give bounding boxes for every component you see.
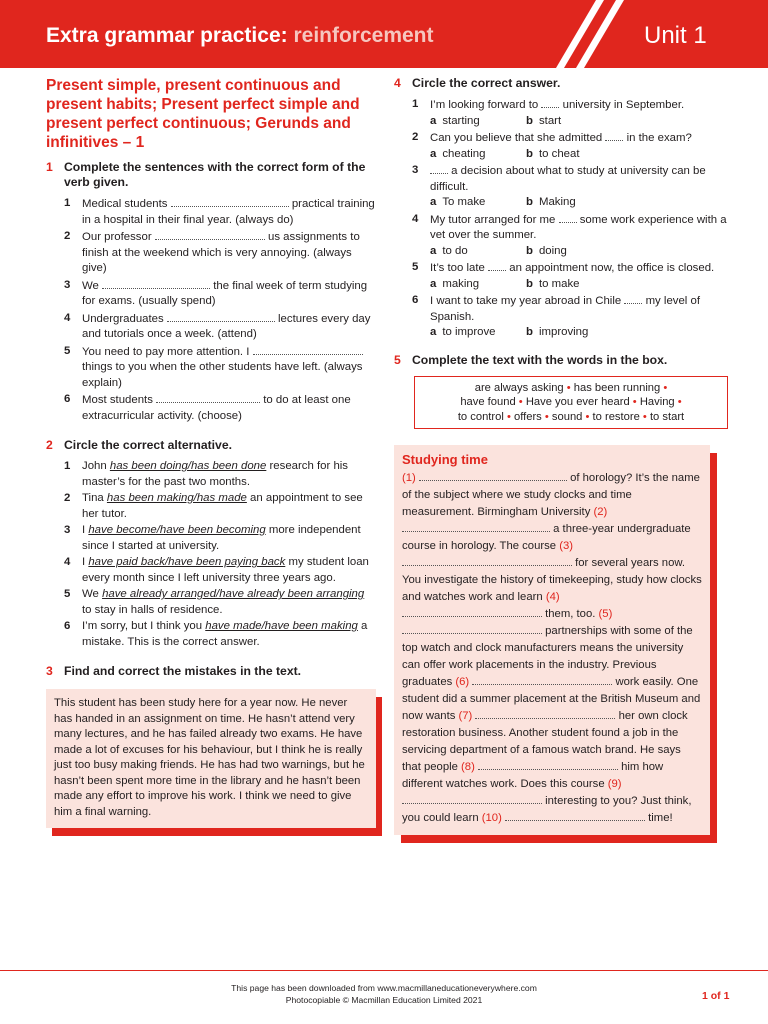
item-text-after: to do at least one extracurricular activity. (choose) — [82, 394, 351, 422]
exercise-5 — [394, 353, 728, 836]
option-a[interactable]: a making — [430, 277, 480, 290]
exercise-4-instruction — [394, 76, 728, 91]
answer-gap[interactable] — [402, 623, 542, 634]
list-item — [46, 523, 376, 554]
item-text-after: things to you when the other students have left. (always explain) — [82, 361, 363, 389]
page-title — [46, 24, 434, 48]
item-number: 2 — [412, 131, 419, 143]
item-text-before: I — [82, 556, 86, 568]
item-text — [430, 212, 728, 260]
option-a[interactable]: a to improve — [430, 326, 496, 338]
option-b-text: doing — [538, 244, 567, 257]
text-segment: for several years now. You investigate the history of timekeeping, study how clocks and watches work and learn — [402, 557, 702, 603]
unit-label: Unit 1 — [644, 22, 707, 49]
exercise-4 — [394, 76, 728, 341]
page-number: 1 of 1 — [702, 990, 730, 1002]
word-option: to start — [649, 410, 685, 423]
gap-number: (1) — [402, 472, 416, 484]
item-number: 6 — [64, 620, 71, 632]
option-a[interactable]: a To make — [430, 196, 486, 208]
option-a[interactable]: a to do — [430, 244, 468, 257]
item-text — [82, 587, 376, 618]
answer-gap[interactable] — [155, 229, 265, 240]
alternative-choice[interactable]: have made/have been making — [205, 620, 358, 632]
option-a-text: to improve — [442, 326, 496, 338]
gap-number: (3) — [559, 540, 574, 552]
item-text-before: Most students — [82, 394, 153, 406]
list-item — [394, 212, 728, 260]
item-text — [82, 491, 376, 522]
list-item — [46, 587, 376, 618]
item-text-before: Medical students — [82, 198, 168, 210]
option-b-text: to make — [538, 277, 580, 290]
answer-gap[interactable] — [102, 278, 210, 289]
option-a-text: cheating — [442, 147, 486, 160]
studying-time-text — [394, 445, 710, 835]
list-item — [46, 555, 376, 586]
exercise-1-instruction — [46, 160, 376, 190]
list-item — [46, 196, 376, 228]
word-option: to restore — [592, 410, 640, 423]
text-segment: her own clock restoration business. Another student found a job in the servicing department of a famous watch brand. He says that people — [402, 710, 688, 773]
list-item — [46, 392, 376, 424]
item-text-after: the final week of term studying for exams. (usually spend) — [82, 279, 368, 307]
text-segment: time! — [648, 812, 673, 824]
item-text-after: more independent since I started at university. — [82, 524, 361, 552]
answer-gap[interactable] — [478, 759, 618, 770]
option-b[interactable]: b to make — [526, 277, 580, 290]
item-text — [82, 196, 376, 228]
list-item — [46, 491, 376, 522]
word-option: are always asking — [474, 381, 564, 394]
answer-gap[interactable] — [488, 260, 506, 271]
item-number: 6 — [412, 294, 419, 306]
exercise-2-instruction — [46, 438, 376, 453]
option-a-text: making — [442, 277, 480, 290]
answer-gap[interactable] — [505, 810, 645, 821]
list-item — [46, 344, 376, 392]
item-text-after: an appointment to see her tutor. — [82, 492, 363, 520]
text-segment: them, too. — [545, 608, 596, 620]
item-text-before: My tutor arranged for me — [430, 213, 556, 226]
list-item — [394, 97, 728, 129]
list-item — [46, 619, 376, 650]
footer-copyright: Photocopiable © Macmillan Education Limited 2021 — [285, 995, 483, 1005]
item-number: 4 — [64, 311, 71, 324]
item-text-before: John — [82, 460, 107, 472]
text-segment: a three-year undergraduate course in horology. The course — [402, 523, 691, 552]
exercise-1 — [46, 160, 376, 424]
item-text — [430, 130, 728, 162]
option-b-text: start — [538, 114, 562, 127]
item-number: 6 — [64, 393, 71, 405]
alternative-choice[interactable]: have already arranged/have already been arranging — [102, 588, 365, 600]
item-text — [82, 619, 376, 650]
answer-options — [430, 195, 728, 211]
item-text-after: research for his master’s for the past two months. — [82, 460, 348, 488]
option-a-text: starting — [442, 114, 480, 127]
answer-gap[interactable] — [402, 521, 550, 532]
text-segment: interesting to you? Just think, you could learn — [402, 795, 692, 824]
item-text-after: lectures every day and tutorials once a week. (attend) — [82, 312, 371, 340]
item-number: 4 — [64, 556, 71, 568]
item-text-before: I — [82, 524, 86, 536]
item-number: 5 — [64, 344, 71, 357]
option-b[interactable]: b to cheat — [526, 147, 580, 160]
answer-options — [430, 114, 728, 130]
option-a[interactable]: a starting — [430, 114, 480, 127]
list-item — [394, 130, 728, 162]
instruction-text: Circle the correct answer. — [412, 76, 561, 90]
gap-number: (5) — [598, 608, 613, 620]
item-text-before: It’s too late — [430, 262, 485, 274]
item-text-after: my level of Spanish. — [430, 295, 701, 323]
item-text-after: university in September. — [562, 99, 685, 111]
list-item — [46, 278, 376, 310]
gap-number: (4) — [545, 591, 560, 603]
word-option: offers — [514, 410, 542, 423]
item-number: 3 — [64, 278, 71, 291]
mistakes-text: This student has been study here for a year now. He never has handed in an assignment on time. He hasn’t attend very many lectures, and he has failed already two exams. He have made a lot of excuses for his behaviour, but I think he is really just too busy making friends. He has had two warnings, but he hasn’t been spent more time in the library and he hasn’t been made any effort to improve his work. I think we need to give him a final warning. — [46, 689, 376, 828]
item-text-after: an appointment now, the office is closed. — [509, 262, 715, 274]
word-option: to control — [457, 410, 504, 423]
item-number: 3 — [412, 164, 419, 176]
item-number: 1 — [412, 98, 419, 110]
alternative-choice[interactable]: has been making/has made — [106, 492, 247, 504]
exercise-3 — [46, 664, 376, 828]
word-option: have found — [460, 396, 516, 408]
alternative-choice[interactable]: have paid back/have been paying back — [88, 556, 286, 568]
item-number: 1 — [64, 197, 71, 209]
option-a-text: to do — [442, 244, 468, 257]
footer-download-note: This page has been downloaded from www.macmillaneducationeverywhere.com — [231, 983, 537, 993]
answer-gap[interactable] — [472, 674, 612, 685]
text-segment: work easily. One student did a summer placement at the British Museum and now wants — [402, 676, 701, 722]
word-option: has been running — [573, 381, 661, 394]
alternative-choice[interactable]: have become/have been becoming — [88, 524, 266, 536]
answer-gap[interactable] — [156, 392, 260, 403]
item-text-after: my student loan every month since I left university three years ago. — [82, 556, 369, 584]
answer-gap[interactable] — [624, 293, 642, 304]
item-text-before: You need to pay more attention. I — [82, 345, 250, 358]
item-text-before: We — [82, 279, 99, 292]
option-b[interactable]: b start — [526, 114, 562, 127]
exercise-number: 4 — [394, 76, 401, 90]
answer-gap[interactable] — [605, 130, 623, 141]
item-text — [82, 459, 376, 490]
word-option: Have you ever heard — [525, 396, 630, 408]
item-text-before: I want to take my year abroad in Chile — [430, 295, 622, 307]
item-text-after: to stay in halls of residence. — [82, 603, 223, 616]
item-text — [82, 555, 376, 586]
answer-options — [430, 244, 728, 260]
list-item — [46, 459, 376, 490]
item-text — [82, 523, 376, 554]
item-text-before: We — [82, 588, 99, 600]
gap-number: (7) — [458, 710, 473, 722]
word-option: sound — [551, 410, 583, 423]
footer-divider — [0, 970, 768, 971]
option-a-text: To make — [442, 196, 486, 208]
item-text — [430, 163, 728, 211]
item-number: 5 — [64, 588, 71, 600]
answer-gap[interactable] — [475, 708, 615, 719]
instruction-text: Find and correct the mistakes in the text. — [64, 664, 302, 678]
item-number: 3 — [64, 524, 71, 536]
word-option: Having — [639, 396, 675, 408]
exercise-number: 5 — [394, 352, 401, 367]
answer-gap[interactable] — [167, 311, 275, 322]
item-text — [82, 229, 376, 277]
exercise-number: 1 — [46, 160, 53, 174]
instruction-text: Circle the correct alternative. — [64, 438, 232, 452]
item-text — [82, 392, 376, 424]
gap-number: (9) — [607, 778, 622, 790]
item-text — [82, 344, 376, 392]
text-segment: partnerships with some of the top watch and clock manufacturers means the university can offer work placements in the industry. Previous graduates — [402, 625, 693, 688]
item-text-before: I’m looking forward to — [430, 99, 539, 111]
item-number: 4 — [412, 212, 419, 225]
item-number: 5 — [412, 261, 419, 273]
answer-gap[interactable] — [541, 97, 559, 108]
option-b-text: improving — [538, 326, 589, 338]
item-text-before: I’m sorry, but I think you — [82, 620, 203, 632]
item-text-before: Tina — [82, 492, 104, 504]
list-item — [46, 229, 376, 277]
item-text — [82, 311, 376, 343]
gap-number: (2) — [593, 506, 608, 518]
text-segment: him how different watches work. Does this course — [402, 761, 664, 790]
exercise-5-instruction — [394, 353, 728, 368]
header-banner — [0, 0, 768, 68]
title-accent: reinforcement — [293, 24, 434, 47]
option-b-text: Making — [538, 196, 576, 208]
mistakes-text-box — [46, 689, 376, 828]
item-text-after: us assignments to finish at the weekend which is very annoying. (always give) — [82, 231, 360, 274]
exercise-number: 2 — [46, 438, 53, 452]
answer-options — [430, 147, 728, 163]
word-box: are always asking • has been running • have found • Have you ever heard • Having • to control • offers • sound • to restore • to start — [414, 376, 728, 430]
answer-gap[interactable] — [559, 212, 577, 223]
list-item — [394, 260, 728, 292]
left-column — [46, 76, 376, 828]
item-text-before: Our professor — [82, 231, 152, 243]
item-text-after: in the exam? — [626, 132, 692, 144]
item-text-after: a decision about what to study at university can be difficult. — [430, 165, 706, 193]
answer-gap[interactable] — [430, 163, 448, 174]
item-text — [82, 278, 376, 310]
answer-gap[interactable] — [171, 196, 289, 207]
item-text-after: a mistake. This is the correct answer. — [82, 620, 368, 648]
item-text-after: some work experience with a vet over the summer. — [430, 213, 727, 241]
item-number: 2 — [64, 230, 71, 242]
answer-options — [430, 277, 728, 293]
answer-gap[interactable] — [402, 793, 542, 804]
option-a[interactable]: a cheating — [430, 147, 486, 160]
text-title: Studying time — [402, 452, 488, 467]
item-text — [430, 293, 728, 341]
item-text-before: Can you believe that she admitted — [430, 132, 603, 144]
exercise-3-instruction — [46, 664, 376, 679]
option-b[interactable]: b improving — [526, 326, 589, 338]
gap-number: (6) — [455, 676, 470, 688]
gap-number: (10) — [481, 812, 502, 824]
text-segment: of horology? It’s the name of the subject where we study clocks and time measurement. Birmingham University — [402, 472, 700, 518]
option-b-text: to cheat — [538, 147, 580, 160]
option-b[interactable]: b Making — [526, 196, 576, 208]
item-text — [430, 260, 728, 292]
list-item — [394, 293, 728, 341]
section-heading: Present simple, present continuous and present habits; Present perfect simple and present perfect continuous; Gerunds and infinitives – 1 — [46, 77, 360, 151]
answer-gap[interactable] — [402, 606, 542, 617]
item-number: 2 — [64, 492, 71, 504]
answer-options — [430, 325, 728, 341]
studying-time-box — [394, 445, 710, 835]
list-item — [46, 311, 376, 343]
item-number: 1 — [64, 460, 71, 472]
answer-gap[interactable] — [419, 470, 567, 481]
item-text — [430, 97, 728, 129]
gap-number: (8) — [461, 761, 475, 773]
title-main: Extra grammar practice: — [46, 24, 288, 47]
instruction-text: Complete the sentences with the correct form of the verb given. — [64, 160, 366, 189]
item-text-before: Undergraduates — [82, 312, 164, 325]
alternative-choice[interactable]: has been doing/has been done — [109, 460, 267, 472]
option-b[interactable]: b doing — [526, 244, 567, 257]
answer-gap[interactable] — [402, 555, 572, 566]
answer-gap[interactable] — [253, 344, 363, 355]
instruction-text: Complete the text with the words in the box. — [412, 352, 668, 367]
exercise-2 — [46, 438, 376, 650]
exercise-number: 3 — [46, 664, 53, 678]
footer — [0, 982, 768, 1006]
right-column — [394, 76, 728, 835]
item-text-after: practical training in a hospital in their final year. (always do) — [82, 198, 375, 226]
list-item — [394, 163, 728, 211]
